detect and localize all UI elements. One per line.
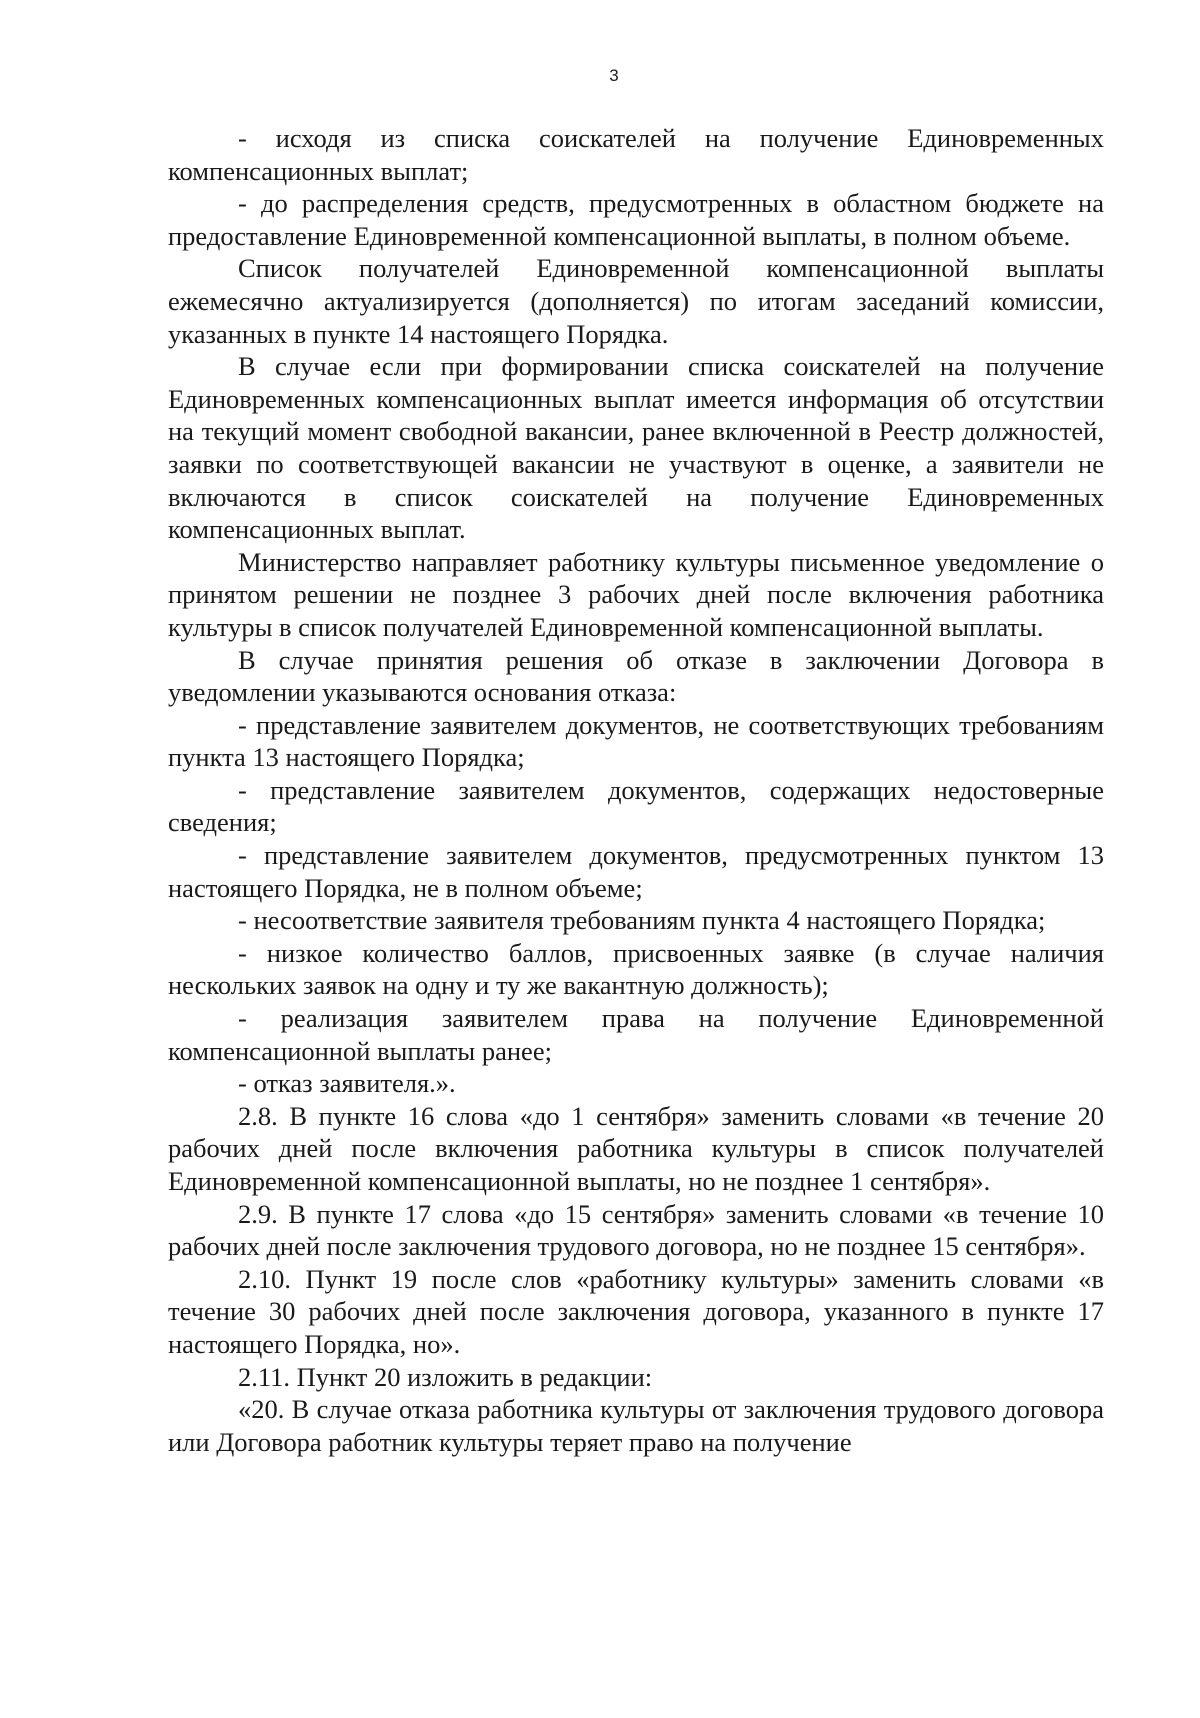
paragraph: - до распределения средств, предусмотренных в областном бюджете на предоставление Единовременной компенсационной выплаты, в полном объеме. <box>168 188 1104 251</box>
paragraph: В случае если при формировании списка соискателей на получение Единовременных компенсационных выплат имеется информация об отсутствии на текущий момент свободной вакансии, ранее включенной в Реестр должностей, заявки по соответствующей вакансии не участвуют в оценке, а заявители не включаются в список соискателей на получение Единовременных компенсационных выплат. <box>168 351 1104 545</box>
paragraph: В случае принятия решения об отказе в заключении Договора в уведомлении указываются основания отказа: <box>168 644 1104 708</box>
paragraph: 2.8. В пункте 16 слова «до 1 сентября» заменить словами «в течение 20 рабочих дней после включения работника культуры в список получателей Единовременной компенсационной выплаты, но не позднее 1 сентября». <box>168 1100 1104 1196</box>
paragraph: Министерство направляет работнику культуры письменное уведомление о принятом решении не позднее 3 рабочих дней после включения работника культуры в список получателей Единовременной компенсационной выплаты. <box>168 546 1104 642</box>
paragraph: Список получателей Единовременной компенсационной выплаты ежемесячно актуализируется (дополняется) по итогам заседаний комиссии, указанных в пункте 14 настоящего Порядка. <box>168 253 1104 349</box>
paragraph: 2.9. В пункте 17 слова «до 15 сентября» заменить словами «в течение 10 рабочих дней после заключения трудового договора, но не позднее 15 сентября». <box>168 1198 1104 1262</box>
paragraph: - отказ заявителя.». <box>238 1068 456 1099</box>
paragraph: - представление заявителем документов, содержащих недостоверные сведения; <box>168 774 1104 838</box>
paragraph: - представление заявителем документов, предусмотренных пунктом 13 настоящего Порядка, не в полном объеме; <box>168 840 1104 903</box>
document-body <box>168 122 1104 1458</box>
paragraph: - реализация заявителем права на получение Единовременной компенсационной выплаты ранее; <box>168 1003 1104 1066</box>
paragraph: «20. В случае отказа работника культуры от заключения трудового договора или Договора работник культуры теряет право на получение <box>168 1394 1104 1457</box>
paragraph: - исходя из списка соискателей на получение Единовременных компенсационных выплат; <box>168 123 1104 186</box>
paragraph: 2.11. Пункт 20 изложить в редакции: <box>238 1361 653 1392</box>
paragraph: 2.10. Пункт 19 после слов «работнику культуры» заменить словами «в течение 30 рабочих дней после заключения договора, указанного в пункте 17 настоящего Порядка, но». <box>168 1263 1104 1359</box>
paragraph: - несоответствие заявителя требованиям пункта 4 настоящего Порядка; <box>238 905 1046 936</box>
page-number: 3 <box>609 66 619 85</box>
paragraph: - представление заявителем документов, не соответствующих требованиям пункта 13 настоящего Порядка; <box>168 709 1104 773</box>
paragraph: - низкое количество баллов, присвоенных заявке (в случае наличия нескольких заявок на одну и ту же вакантную должность); <box>168 937 1104 1001</box>
